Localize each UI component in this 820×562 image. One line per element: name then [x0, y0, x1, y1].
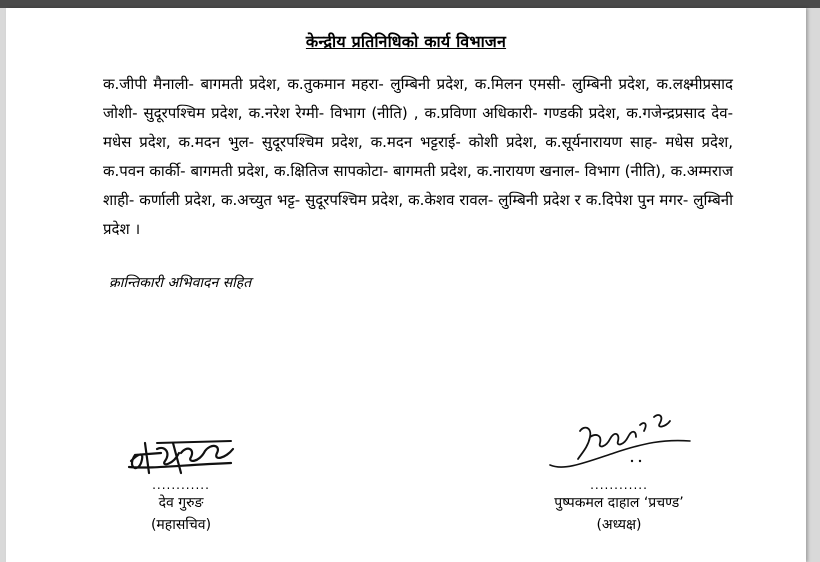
- handwritten-signature-right: [544, 403, 694, 478]
- signatory-name-left: देव गुरुङ: [158, 495, 204, 511]
- signature-block-right: [514, 403, 724, 536]
- signature-block-left: [106, 423, 256, 536]
- signatory-role-left: (महासचिव): [150, 517, 212, 533]
- body-paragraph: क.जीपी मैनाली- बागमती प्रदेश, क.तुकमान महरा- लुम्बिनी प्रदेश, क.मिलन एमसी- लुम्बिनी प्रदेश, क.लक्ष्मीप्रसाद जोशी- सुदूरपश्चिम प्रदेश, क.नरेश रेग्मी- विभाग (नीति) , क.प्रविणा अधिकारी- गण्डकी प्रदेश, क.गजेन्द्रप्रसाद देव- मधेस प्रदेश, क.मदन भुल- सुदूरपश्चिम प्रदेश, क.मदन भट्टराई- कोशी प्रदेश, क.सूर्यनारायण साह- मधेस प्रदेश, क.पवन कार्की- बागमती प्रदेश, क.क्षितिज सापकोटा- बागमती प्रदेश, क.नारायण खनाल- विभाग (नीति), क.अम्मराज शाही- कर्णाली प्रदेश, क.अच्युत भट्ट- सुदूरपश्चिम प्रदेश, क.केशव रावल- लुम्बिनी प्रदेश र क.दिपेश पुन मगर- लुम्बिनी प्रदेश ।: [103, 75, 733, 238]
- document-page: [6, 8, 806, 562]
- signatory-role-right: (अध्यक्ष): [596, 517, 642, 533]
- signature-dots-left: ............: [152, 478, 210, 492]
- closing-greeting: क्रान्तिकारी अभिवादन सहित: [109, 275, 252, 291]
- signature-dots-right: ............: [590, 478, 648, 492]
- handwritten-signature-left: [121, 423, 241, 478]
- page-title: केन्द्रीय प्रतिनिधिको कार्य विभाजन: [305, 32, 507, 51]
- window-top-bar: [0, 0, 820, 8]
- signatory-name-right: पुष्पकमल दाहाल ‘प्रचण्ड’: [554, 495, 684, 511]
